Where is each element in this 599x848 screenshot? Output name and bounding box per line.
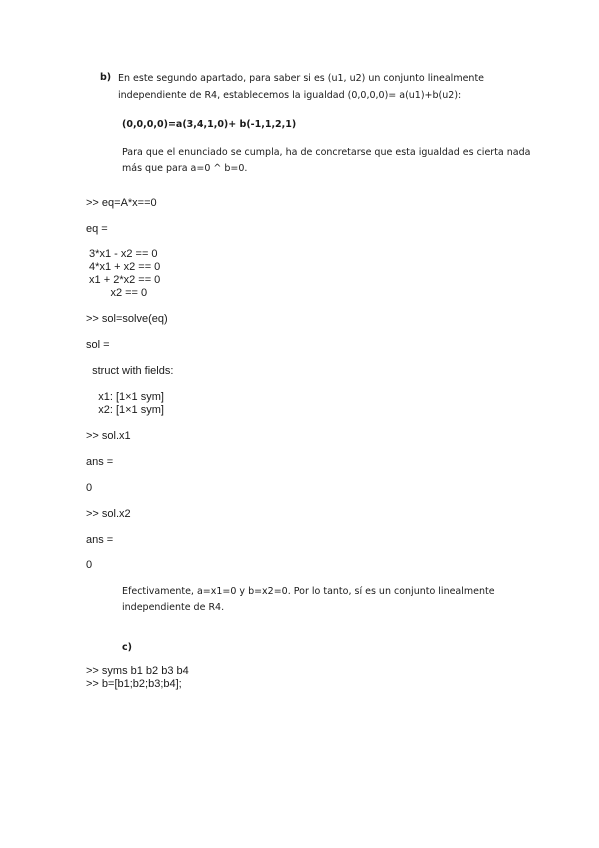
ans2-value: 0 [86, 559, 93, 571]
section-b-intro-line1: En este segundo apartado, para saber si es (u1, u2) un conjunto linealmente [118, 73, 485, 84]
command-eq: >> eq=A*x==0 [86, 197, 157, 209]
eq-output-header: eq = [86, 223, 108, 235]
section-b-equation: (0,0,0,0)=a(3,4,1,0)+ b(-1,1,2,1) [122, 119, 297, 130]
section-b-intro-line2: independiente de R4, establecemos la igualdad (0,0,0,0)= a(u1)+b(u2): [118, 90, 462, 101]
struct-label: struct with fields: [86, 365, 174, 377]
conclusion-line2: independiente de R4. [122, 602, 225, 613]
command-sol-x1: >> sol.x1 [86, 430, 131, 442]
field-x2: x2: [1×1 sym] [86, 404, 164, 416]
eq-line-2: 4*x1 + x2 == 0 [86, 261, 161, 273]
eq-line-3: x1 + 2*x2 == 0 [86, 274, 161, 286]
sol-output-header: sol = [86, 339, 110, 351]
ans1-value: 0 [86, 482, 93, 494]
conclusion-line1: Efectivamente, a=x1=0 y b=x2=0. Por lo tanto, sí es un conjunto linealmente [122, 586, 495, 597]
ans2-header: ans = [86, 534, 114, 546]
ans1-header: ans = [86, 456, 114, 468]
eq-line-4: x2 == 0 [86, 287, 148, 299]
command-solve: >> sol=solve(eq) [86, 313, 168, 325]
command-syms: >> syms b1 b2 b3 b4 [86, 665, 189, 677]
section-c-marker: c) [122, 642, 132, 653]
section-b-condition-line1: Para que el enunciado se cumpla, ha de concretarse que esta igualdad es cierta nada [122, 147, 531, 158]
eq-line-1: 3*x1 - x2 == 0 [86, 248, 158, 260]
command-sol-x2: >> sol.x2 [86, 508, 131, 520]
field-x1: x1: [1×1 sym] [86, 391, 164, 403]
command-b: >> b=[b1;b2;b3;b4]; [86, 678, 182, 690]
section-b-marker: b) [100, 72, 112, 83]
section-b-condition-line2: más que para a=0 ^ b=0. [122, 163, 248, 174]
